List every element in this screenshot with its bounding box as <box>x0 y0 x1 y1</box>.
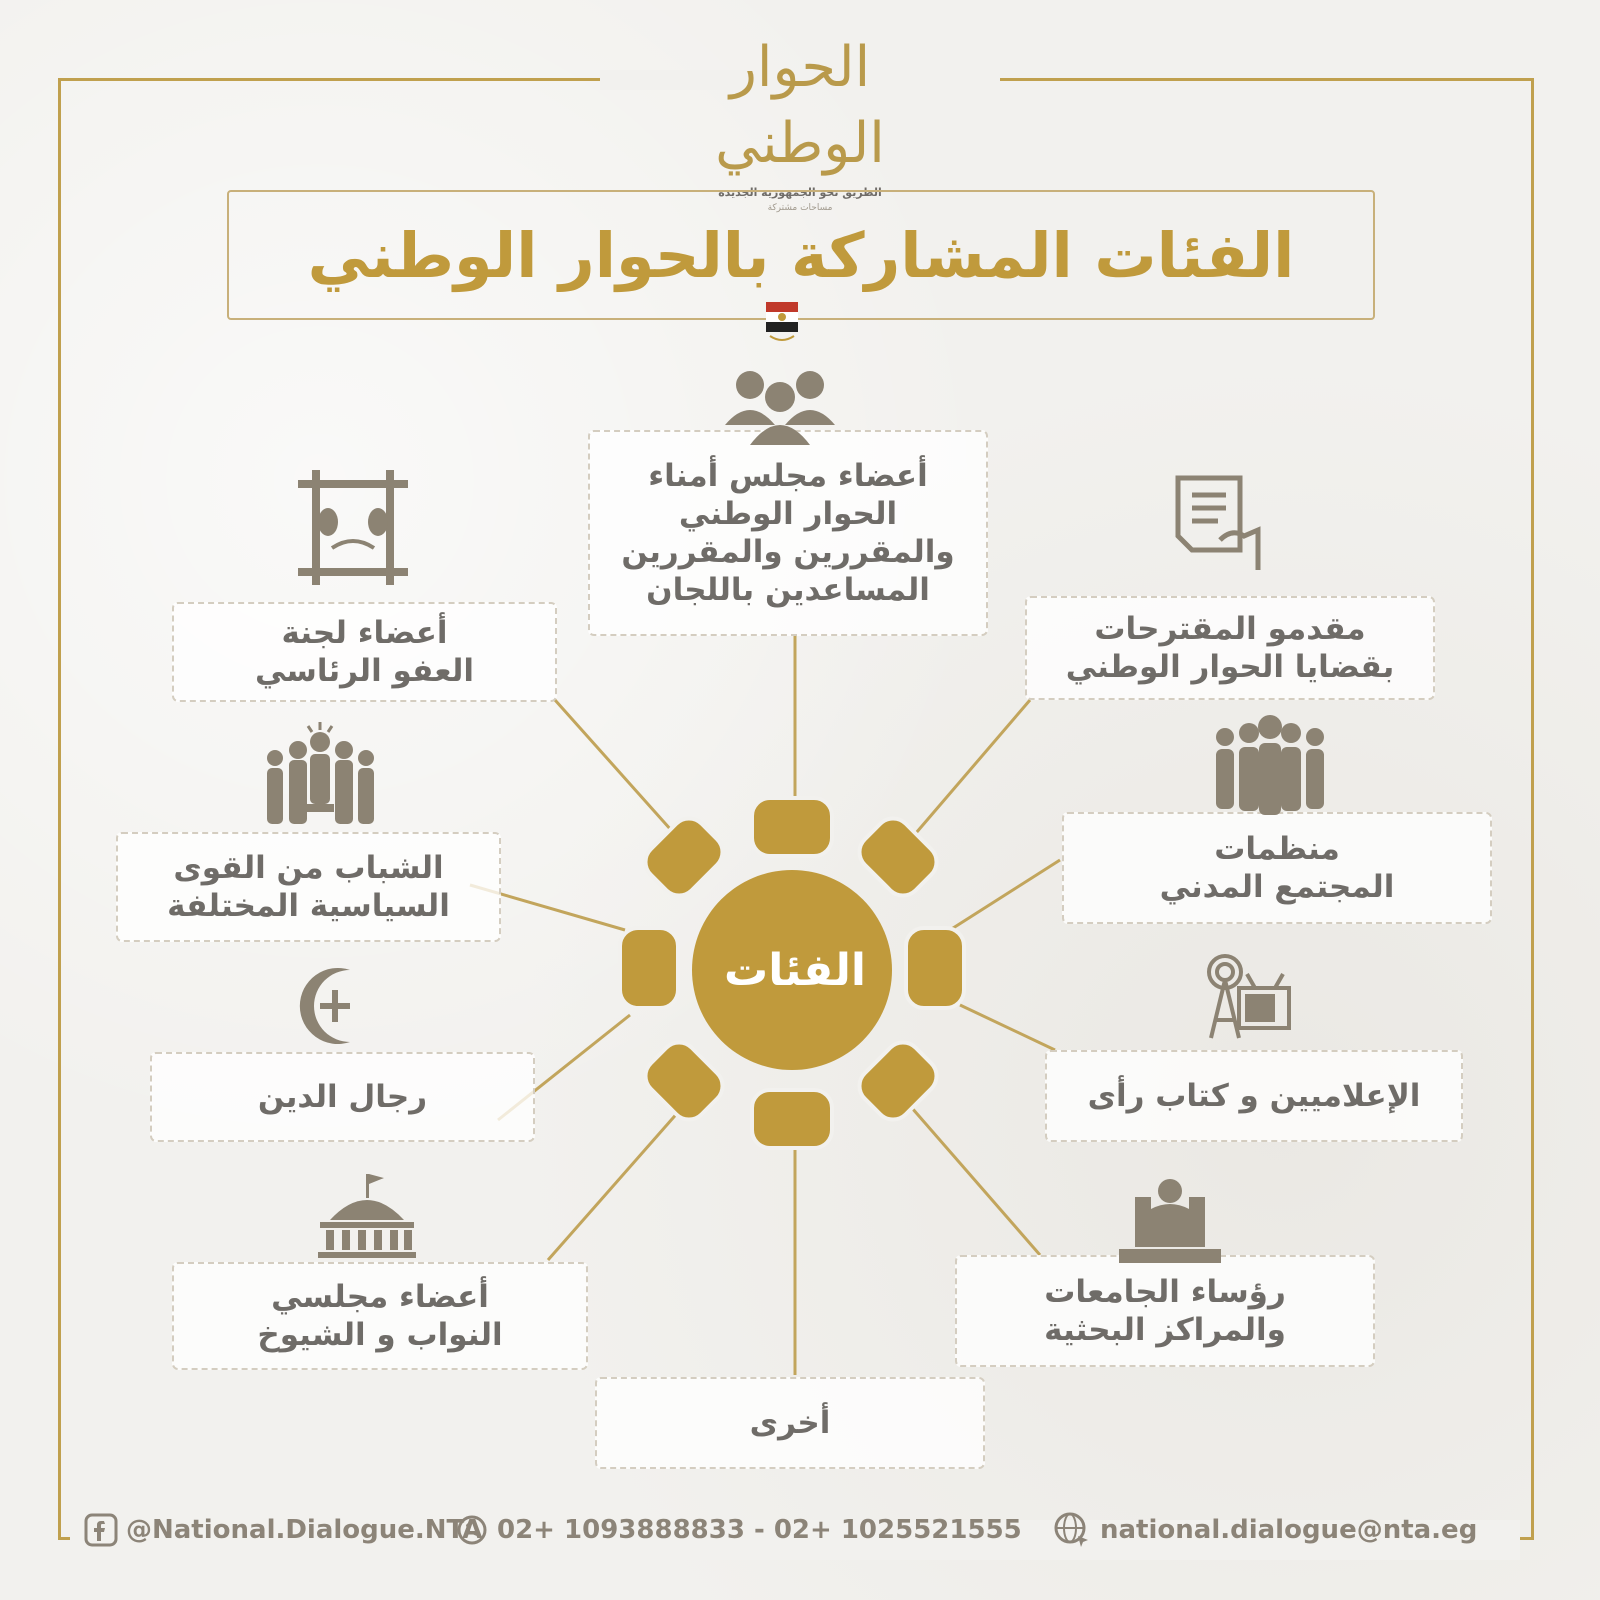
podium-icon <box>1115 1175 1225 1265</box>
logo-calligraphy: الحوار الوطني <box>715 35 885 176</box>
hub-label: الفئات <box>724 944 866 996</box>
footer-phones[interactable] <box>455 1508 1022 1552</box>
crescent-cross-icon <box>290 960 370 1050</box>
category-proposal-submitters <box>1025 596 1435 700</box>
logo-tagline: الطريق نحو الجمهورية الجديدة <box>718 186 882 199</box>
category-label: رؤساء الجامعات والمراكز البحثية <box>1044 1274 1286 1348</box>
whatsapp-icon <box>455 1513 489 1547</box>
category-label: رجال الدين <box>257 1079 428 1115</box>
prison-bars-icon <box>298 470 408 585</box>
group-icon <box>715 365 845 445</box>
category-pardon-committee <box>172 602 557 702</box>
category-label: أعضاء لجنة العفو الرئاسي <box>255 615 474 689</box>
category-label: مقدمو المقترحات بقضايا الحوار الوطني <box>1065 611 1395 685</box>
social-handle: @National.Dialogue.NTA <box>126 1515 483 1545</box>
footer-email[interactable] <box>1052 1508 1477 1552</box>
category-media <box>1045 1050 1463 1142</box>
footer-social[interactable] <box>84 1508 482 1552</box>
category-other <box>595 1377 985 1469</box>
category-civil-society <box>1062 812 1492 924</box>
category-label: أعضاء مجلس أمناء الحوار الوطني والمقررين والمقررين المساعدين باللجان <box>621 458 955 608</box>
category-parliament <box>172 1262 588 1370</box>
globe-icon <box>1052 1510 1092 1550</box>
crowd-icon <box>1205 715 1335 815</box>
category-clergy <box>150 1052 535 1142</box>
youth-rally-icon <box>260 720 380 830</box>
page-title: الفئات المشاركة بالحوار الوطني <box>307 218 1295 292</box>
document-hand-icon <box>1170 470 1270 580</box>
facebook-icon <box>84 1513 118 1547</box>
category-board-members <box>588 430 988 636</box>
category-label: الإعلاميين و كتاب رأى <box>1087 1078 1421 1114</box>
broadcast-tv-icon <box>1195 950 1295 1040</box>
category-label: منظمات المجتمع المدني <box>1159 831 1395 905</box>
logo-subtag: مساحات مشتركة <box>767 203 833 213</box>
category-youth <box>116 832 501 942</box>
parliament-icon <box>312 1170 422 1260</box>
category-label: أخرى <box>749 1405 831 1441</box>
category-label: أعضاء مجلسي النواب و الشيوخ <box>257 1279 503 1353</box>
email-address: national.dialogue@nta.eg <box>1100 1515 1478 1545</box>
phone-numbers: 02+ 1093888833 - 02+ 1025521555 <box>497 1515 1022 1545</box>
category-universities <box>955 1255 1375 1367</box>
category-label: الشباب من القوى السياسية المختلفة <box>167 850 450 924</box>
